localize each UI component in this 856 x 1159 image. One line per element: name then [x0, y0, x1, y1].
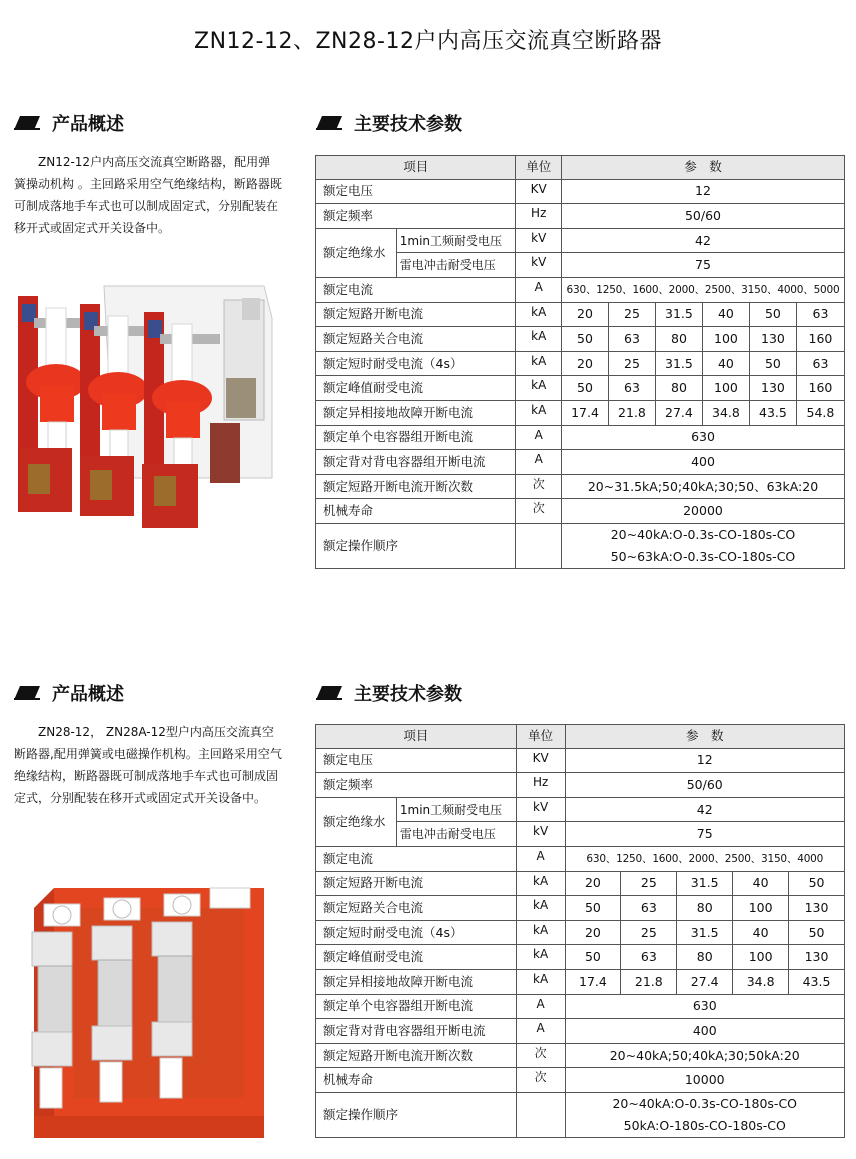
overview-heading-label: 产品概述: [52, 114, 124, 135]
row-name: 额定绝缘水: [316, 228, 397, 277]
row-value: 50: [565, 896, 621, 921]
table-row: [316, 969, 845, 994]
row-value: 20: [565, 871, 621, 896]
overview-heading-label: 产品概述: [52, 684, 124, 705]
row-name: 机械寿命: [316, 499, 516, 524]
row-value: 42: [562, 228, 845, 253]
row-value: 50: [565, 945, 621, 970]
row-value: 20~40kA;50;40kA;30;50kA:20: [565, 1043, 845, 1068]
table-row: [316, 400, 845, 425]
header-params: 参 数: [562, 156, 845, 180]
header-unit: 单位: [516, 156, 562, 180]
row-unit: kA: [516, 969, 565, 994]
table-row: [316, 846, 845, 871]
heading-bullet-icon: [316, 116, 342, 130]
row-value: 160: [796, 376, 844, 401]
row-value: 40: [733, 871, 789, 896]
row-unit: kA: [516, 302, 562, 327]
op-seq-line: 50~63kA:O-0.3s-CO-180s-CO: [610, 548, 796, 564]
table-row: [316, 204, 845, 229]
row-value: 10000: [565, 1068, 845, 1093]
table-row: [316, 327, 845, 352]
row-value: 21.8: [608, 400, 655, 425]
row-unit: kA: [516, 920, 565, 945]
row-value: 43.5: [789, 969, 845, 994]
row-subname: 雷电冲击耐受电压: [396, 253, 516, 278]
row-name: 额定绝缘水: [316, 797, 397, 846]
row-value: 50/60: [562, 204, 845, 229]
table-row: [316, 351, 845, 376]
row-name: 额定短路开断电流: [316, 871, 517, 896]
row-value: 160: [796, 327, 844, 352]
table-row: [316, 920, 845, 945]
row-name: 额定电压: [316, 748, 517, 773]
row-value: 130: [749, 327, 796, 352]
row-value: 50: [749, 351, 796, 376]
row-name: 额定短时耐受电流（4s）: [316, 351, 516, 376]
row-unit: kV: [516, 228, 562, 253]
row-value: 80: [677, 945, 733, 970]
row-subname: 雷电冲击耐受电压: [396, 822, 516, 847]
row-value: 12: [562, 179, 845, 204]
row-value: 25: [608, 302, 655, 327]
row-value: 63: [608, 327, 655, 352]
row-value: 20~31.5kA;50;40kA;30;50、63kA:20: [562, 474, 845, 499]
row-value: 130: [789, 896, 845, 921]
row-value: 40: [733, 920, 789, 945]
row-value: 400: [562, 450, 845, 475]
row-name: 额定频率: [316, 204, 516, 229]
header-item: 项目: [316, 725, 517, 749]
row-name: 额定单个电容器组开断电流: [316, 425, 516, 450]
heading-bullet-icon: [14, 116, 40, 130]
row-value: 20000: [562, 499, 845, 524]
row-unit: kA: [516, 400, 562, 425]
row-value: 40: [702, 351, 749, 376]
row-unit: KV: [516, 748, 565, 773]
row-value: 17.4: [565, 969, 621, 994]
row-value: 20: [562, 302, 609, 327]
row-subname: 1min工频耐受电压: [396, 797, 516, 822]
row-value: 17.4: [562, 400, 609, 425]
table-row: [316, 1043, 845, 1068]
table-row: [316, 1068, 845, 1093]
op-seq-line: 20~40kA:O-0.3s-CO-180s-CO: [610, 526, 796, 542]
table-row: [316, 773, 845, 798]
row-name: 额定背对背电容器组开断电流: [316, 1019, 517, 1044]
row-value: 31.5: [655, 351, 702, 376]
row-name: 额定短时耐受电流（4s）: [316, 920, 517, 945]
params-heading-label: 主要技术参数: [354, 684, 462, 705]
row-value: 50/60: [565, 773, 845, 798]
row-value: 20: [565, 920, 621, 945]
row-unit: 次: [516, 474, 562, 499]
row-unit: Hz: [516, 773, 565, 798]
table-row: [316, 499, 845, 524]
table-row: [316, 1092, 845, 1137]
row-name: 额定电流: [316, 846, 517, 871]
table-header-row: [316, 725, 845, 749]
table-row: [316, 474, 845, 499]
row-value: 40: [702, 302, 749, 327]
row-name: 额定电压: [316, 179, 516, 204]
row-value: [562, 523, 845, 568]
row-unit: kA: [516, 376, 562, 401]
row-value: 63: [621, 896, 677, 921]
op-seq-line: 50kA:O-180s-CO-180s-CO: [623, 1117, 786, 1133]
row-name: 额定频率: [316, 773, 517, 798]
row-name: 额定操作顺序: [316, 1092, 517, 1137]
heading-bullet-icon: [316, 686, 342, 700]
row-unit: kV: [516, 253, 562, 278]
row-value: 50: [562, 327, 609, 352]
row-unit: kA: [516, 896, 565, 921]
row-value: 50: [789, 920, 845, 945]
table-row: [316, 871, 845, 896]
product-description-2: ZN28-12， ZN28A-12型户内高压交流真空断路器,配用弹簧或电磁操作机构。主回路采用空气绝缘结构，断路器既可制成落地手车式也可制成固定式，分别配装在移开式或固定式开关设备中。: [14, 725, 282, 805]
table-row: [316, 523, 845, 568]
row-value: 34.8: [733, 969, 789, 994]
table-row: [316, 425, 845, 450]
row-name: 额定峰值耐受电流: [316, 376, 516, 401]
table-row: [316, 302, 845, 327]
table-row: [316, 450, 845, 475]
row-name: 额定短路关合电流: [316, 896, 517, 921]
row-name: 额定短路开断电流开断次数: [316, 1043, 517, 1068]
row-value: 25: [621, 920, 677, 945]
params-heading-2: [316, 680, 462, 706]
row-name: 额定电流: [316, 277, 516, 302]
row-name: 机械寿命: [316, 1068, 517, 1093]
row-unit: kA: [516, 871, 565, 896]
table-row: [316, 376, 845, 401]
row-name: 额定短路开断电流开断次数: [316, 474, 516, 499]
row-value: 80: [655, 327, 702, 352]
row-name: 额定单个电容器组开断电流: [316, 994, 517, 1019]
row-value: 630、1250、1600、2000、2500、3150、4000、5000: [562, 277, 845, 302]
table-row: [316, 896, 845, 921]
row-unit: kV: [516, 797, 565, 822]
row-value: 130: [749, 376, 796, 401]
row-unit: A: [516, 1019, 565, 1044]
row-value: 27.4: [677, 969, 733, 994]
row-value: 630: [565, 994, 845, 1019]
row-unit: 次: [516, 1068, 565, 1093]
row-value: 12: [565, 748, 845, 773]
header-item: 项目: [316, 156, 516, 180]
params-heading-1: [316, 110, 462, 136]
row-value: 50: [749, 302, 796, 327]
table-row: [316, 748, 845, 773]
table-row: [316, 277, 845, 302]
spec-table-1: [315, 155, 845, 569]
row-value: 80: [677, 896, 733, 921]
overview-heading-1: [14, 110, 124, 136]
row-value: 80: [655, 376, 702, 401]
row-value: 63: [796, 351, 844, 376]
row-unit: A: [516, 450, 562, 475]
row-name: 额定异相接地故障开断电流: [316, 969, 517, 994]
product-description-1: ZN12-12户内高压交流真空断路器，配用弹簧操动机构 。主回路采用空气绝缘结构，断路器既可制成落地手车式也可以制成固定式，分别配装在移开式或固定式开关设备中。: [14, 155, 282, 235]
row-value: 630: [562, 425, 845, 450]
row-name: 额定背对背电容器组开断电流: [316, 450, 516, 475]
row-value: 43.5: [749, 400, 796, 425]
table-row: [316, 228, 845, 253]
row-subname: 1min工频耐受电压: [396, 228, 516, 253]
table-row: [316, 179, 845, 204]
row-name: 额定异相接地故障开断电流: [316, 400, 516, 425]
row-value: 31.5: [677, 920, 733, 945]
row-value: 27.4: [655, 400, 702, 425]
header-unit: 单位: [516, 725, 565, 749]
row-value: 25: [621, 871, 677, 896]
row-unit: [516, 1092, 565, 1137]
row-unit: A: [516, 994, 565, 1019]
row-value: 630、1250、1600、2000、2500、3150、4000: [565, 846, 845, 871]
row-name: 额定短路关合电流: [316, 327, 516, 352]
table-row: [316, 945, 845, 970]
row-unit: kV: [516, 822, 565, 847]
row-value: 31.5: [655, 302, 702, 327]
row-value: 25: [608, 351, 655, 376]
row-value: 400: [565, 1019, 845, 1044]
row-value: 75: [562, 253, 845, 278]
row-unit: 次: [516, 499, 562, 524]
table-row: [316, 994, 845, 1019]
row-value: 63: [608, 376, 655, 401]
row-value: 63: [796, 302, 844, 327]
row-value: 54.8: [796, 400, 844, 425]
heading-bullet-icon: [14, 686, 40, 700]
row-unit: 次: [516, 1043, 565, 1068]
row-unit: kA: [516, 351, 562, 376]
params-heading-label: 主要技术参数: [354, 114, 462, 135]
row-value: 20: [562, 351, 609, 376]
row-value: [565, 1092, 845, 1137]
row-unit: kA: [516, 327, 562, 352]
row-name: 额定操作顺序: [316, 523, 516, 568]
row-value: 63: [621, 945, 677, 970]
row-value: 50: [789, 871, 845, 896]
product-photo-zn12: [14, 278, 274, 534]
row-unit: A: [516, 277, 562, 302]
row-name: 额定峰值耐受电流: [316, 945, 517, 970]
row-unit: [516, 523, 562, 568]
header-params: 参 数: [565, 725, 845, 749]
row-name: 额定短路开断电流: [316, 302, 516, 327]
row-value: 100: [733, 896, 789, 921]
row-value: 42: [565, 797, 845, 822]
row-value: 50: [562, 376, 609, 401]
row-unit: A: [516, 846, 565, 871]
row-unit: A: [516, 425, 562, 450]
row-value: 75: [565, 822, 845, 847]
op-seq-line: 20~40kA:O-0.3s-CO-180s-CO: [612, 1095, 798, 1111]
row-value: 100: [733, 945, 789, 970]
row-value: 34.8: [702, 400, 749, 425]
row-unit: kA: [516, 945, 565, 970]
page-title: ZN12-12、ZN28-12户内高压交流真空断路器: [194, 29, 662, 54]
overview-heading-2: [14, 680, 124, 706]
row-value: 31.5: [677, 871, 733, 896]
row-value: 100: [702, 327, 749, 352]
row-unit: Hz: [516, 204, 562, 229]
row-unit: KV: [516, 179, 562, 204]
row-value: 130: [789, 945, 845, 970]
table-header-row: [316, 156, 845, 180]
row-value: 21.8: [621, 969, 677, 994]
row-value: 100: [702, 376, 749, 401]
table-row: [316, 797, 845, 822]
product-photo-zn28: [14, 868, 274, 1142]
spec-table-2: [315, 724, 845, 1138]
table-row: [316, 1019, 845, 1044]
